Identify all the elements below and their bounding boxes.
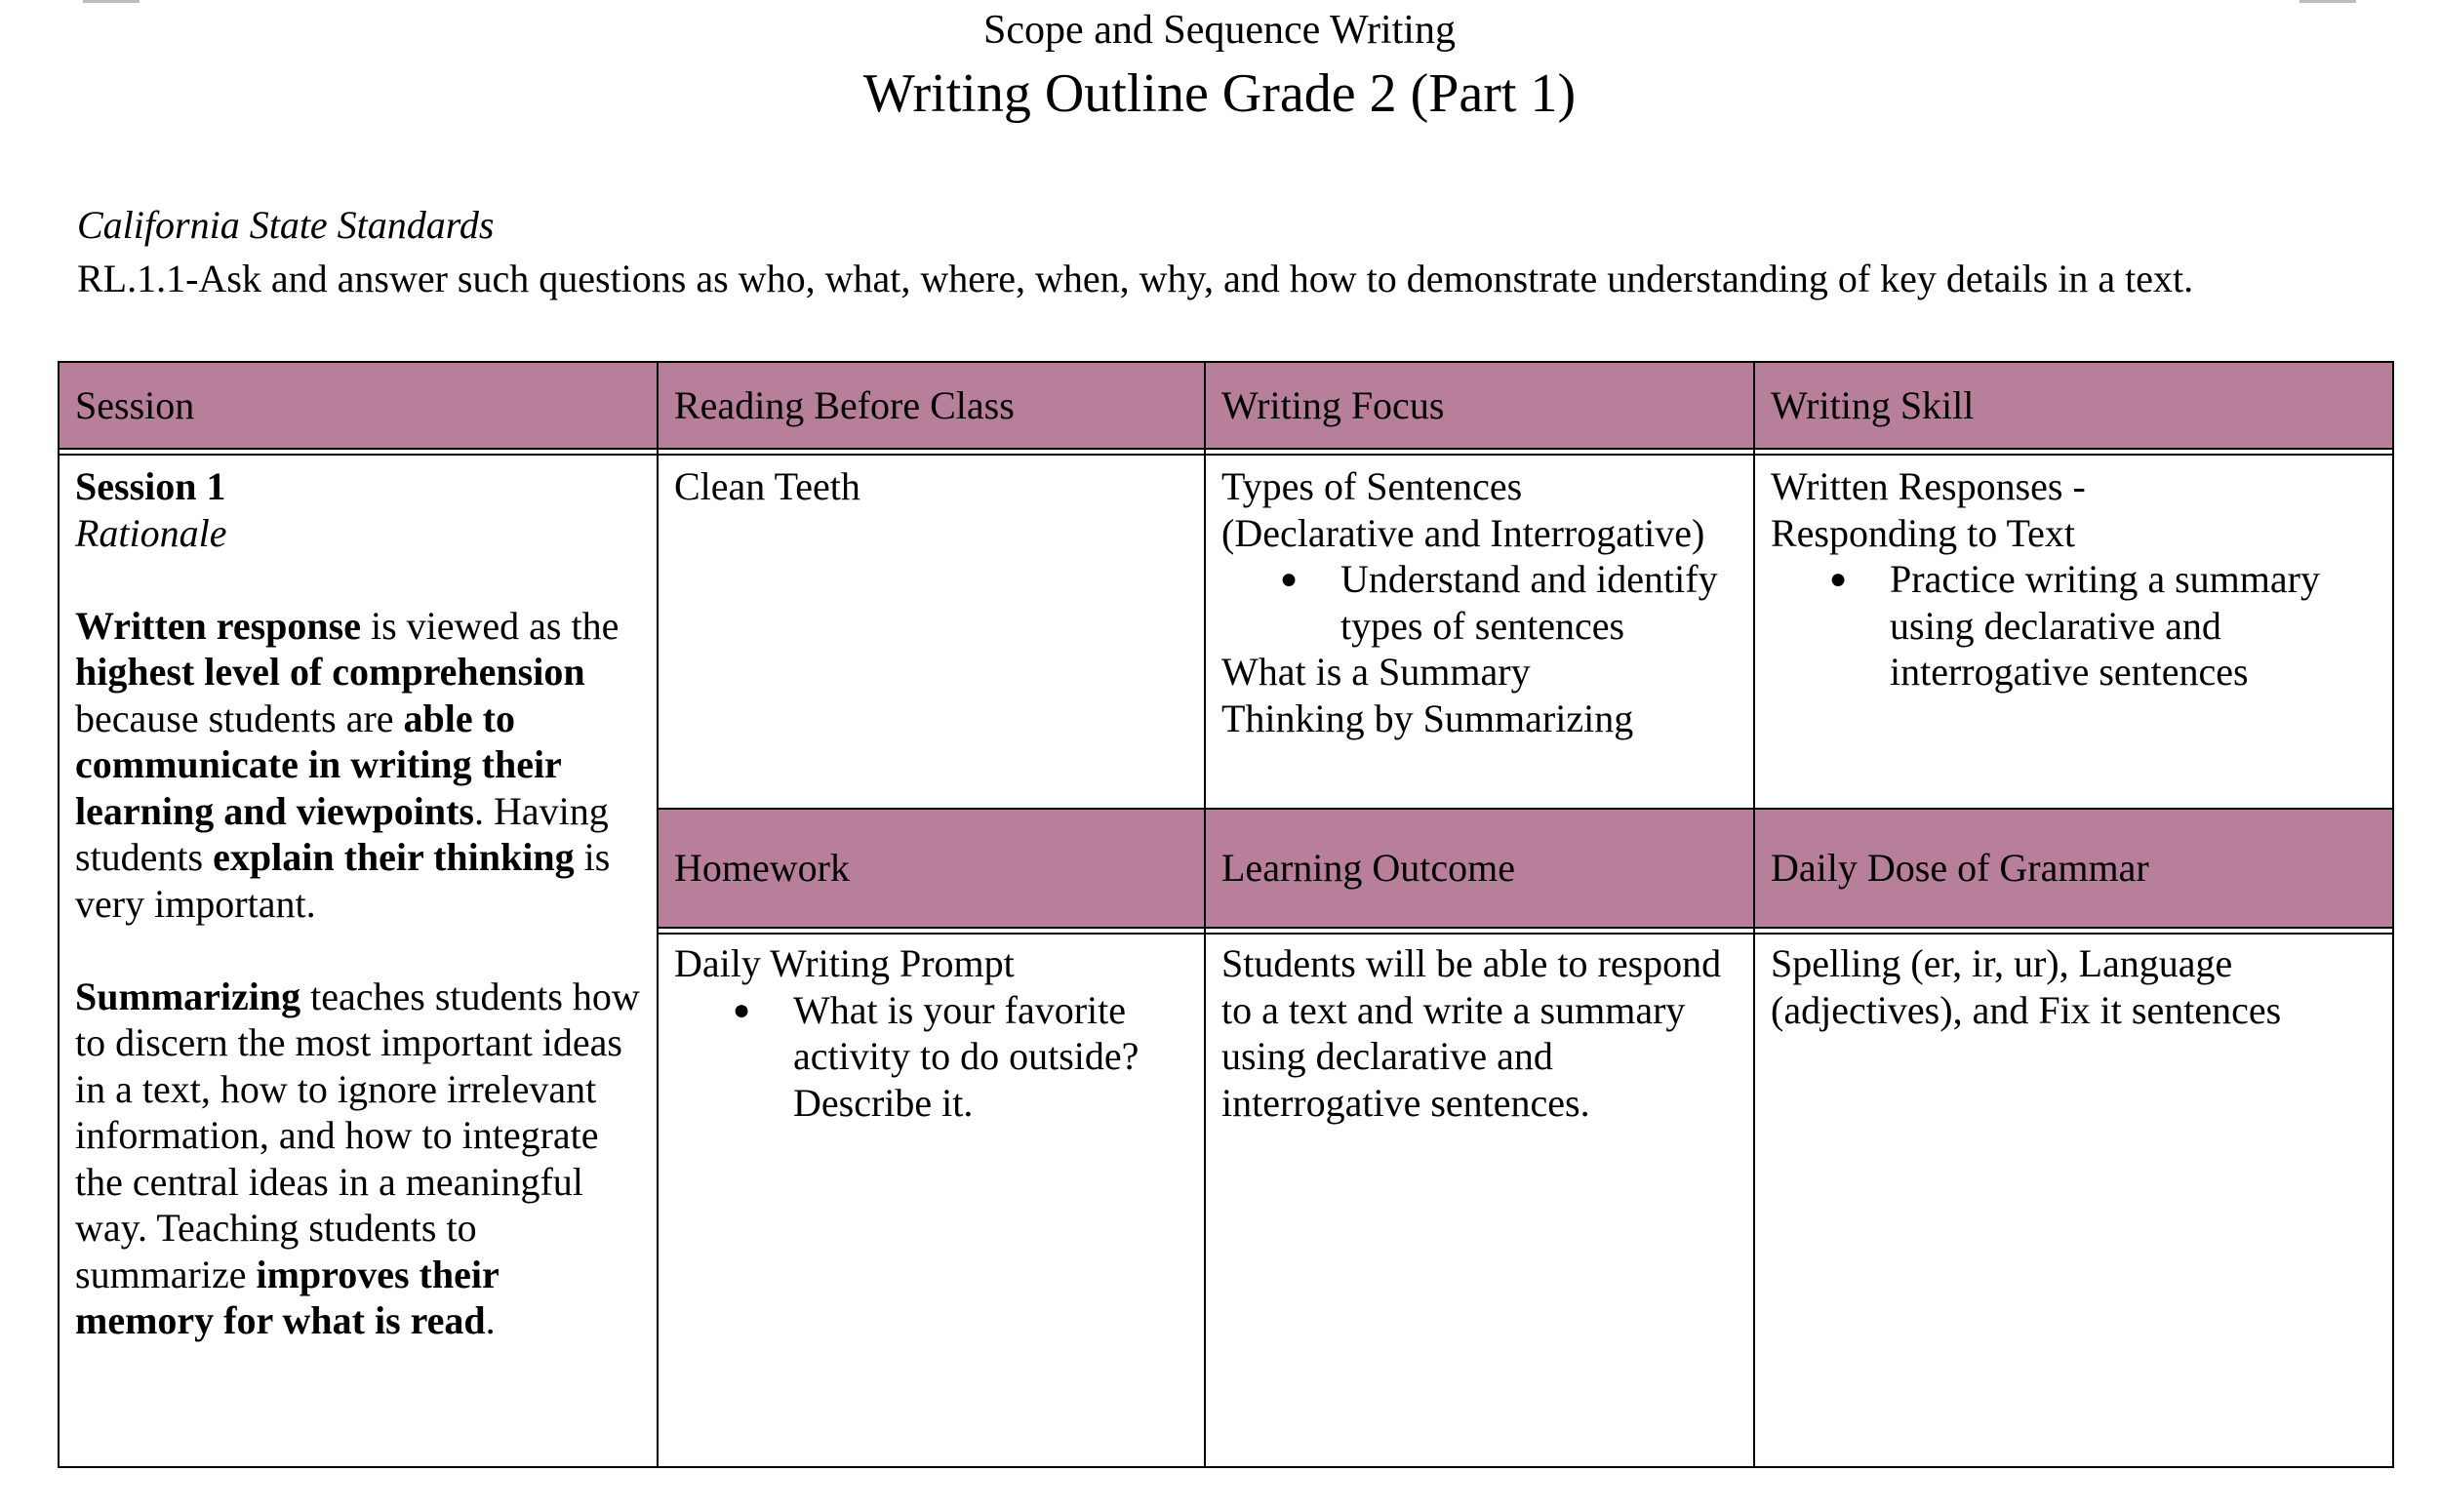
document-supertitle: Scope and Sequence Writing	[983, 8, 1456, 53]
header-writing-skill	[1755, 363, 2392, 448]
session-rationale-paragraph-2: Summarizing teaches students how to discern the most important ideas in a text, how to ignore irrelevant information, and how to integrate the central ideas in a meaningful way. Teaching students to summarize improves their memory for what is read.	[75, 974, 640, 1342]
daily-grammar-cell	[1755, 940, 2392, 1457]
header-writing-focus-label: Writing Focus	[1221, 382, 1445, 427]
homework-cell	[659, 940, 1206, 1457]
skill-bullet-item: ● Practice writing a summary using declarative and interrogative sentences	[1890, 556, 2357, 696]
header-learning-outcome	[1206, 810, 1755, 927]
divider-col-1	[657, 363, 659, 1466]
header-writing-focus	[1206, 363, 1755, 448]
header-reading-label: Reading Before Class	[674, 382, 1015, 427]
learning-outcome-cell	[1206, 940, 1755, 1457]
focus-line-3: What is a Summary	[1221, 650, 1531, 694]
outline-table	[58, 361, 2394, 1468]
header-daily-grammar-label: Daily Dose of Grammar	[1771, 846, 2149, 891]
grammar-text: Spelling (er, ir, ur), Language (adjectives), and Fix it sentences	[1771, 941, 2282, 1032]
writing-skill-cell	[1755, 463, 2392, 805]
homework-bullet-list	[674, 987, 1190, 1127]
focus-bullet-item: ● Understand and identify types of sentences	[1340, 556, 1739, 649]
page-corner-mark-left	[83, 0, 140, 3]
page-corner-mark-right	[2299, 0, 2356, 3]
header-reading	[659, 363, 1206, 448]
header-learning-outcome-label: Learning Outcome	[1221, 846, 1515, 891]
divider-body-top	[60, 454, 2392, 456]
header-writing-skill-label: Writing Skill	[1771, 382, 1975, 427]
session-rationale-paragraph-1: Written response is viewed as the highest level of comprehension because students are able to communicate in writing their learning and viewpoints. Having students explain their thinking is very important.	[75, 603, 620, 926]
header-homework	[659, 810, 1206, 927]
session-cell	[60, 463, 659, 1458]
focus-line-4: Thinking by Summarizing	[1221, 696, 1634, 740]
document-title: Writing Outline Grade 2 (Part 1)	[862, 63, 1577, 124]
outcome-text: Students will be able to respond to a text and write a summary using declarative and interrogative sentences.	[1221, 941, 1722, 1125]
reading-cell	[659, 463, 1206, 805]
divider-row-2-top	[659, 808, 2392, 810]
standards-heading: California State Standards	[77, 203, 495, 247]
writing-focus-cell	[1206, 463, 1755, 805]
header-session-label: Session	[75, 382, 195, 427]
standards-text: RL.1.1-Ask and answer such questions as who, what, where, when, why, and how to demonstrate understanding of key details in a text.	[77, 257, 2194, 300]
homework-line-1: Daily Writing Prompt	[674, 941, 1015, 985]
focus-line-2: (Declarative and Interrogative)	[1221, 510, 1705, 555]
skill-line-2: Responding to Text	[1771, 510, 2076, 555]
skill-line-1: Written Responses -	[1771, 464, 2086, 508]
focus-bullet-list	[1221, 556, 1739, 649]
reading-text: Clean Teeth	[674, 464, 860, 508]
header-daily-grammar	[1755, 810, 2392, 927]
focus-line-1: Types of Sentences	[1221, 464, 1523, 508]
divider-row-3-top	[659, 933, 2392, 935]
session-rationale-label: Rationale	[75, 510, 227, 555]
divider-col-3	[1753, 363, 1755, 1466]
header-homework-label: Homework	[674, 846, 850, 891]
header-session	[60, 363, 659, 448]
homework-bullet-item: ● What is your favorite activity to do outside? Describe it.	[793, 987, 1161, 1127]
session-name: Session 1	[75, 464, 226, 508]
divider-col-2	[1204, 363, 1206, 1466]
skill-bullet-list	[1771, 556, 2377, 696]
